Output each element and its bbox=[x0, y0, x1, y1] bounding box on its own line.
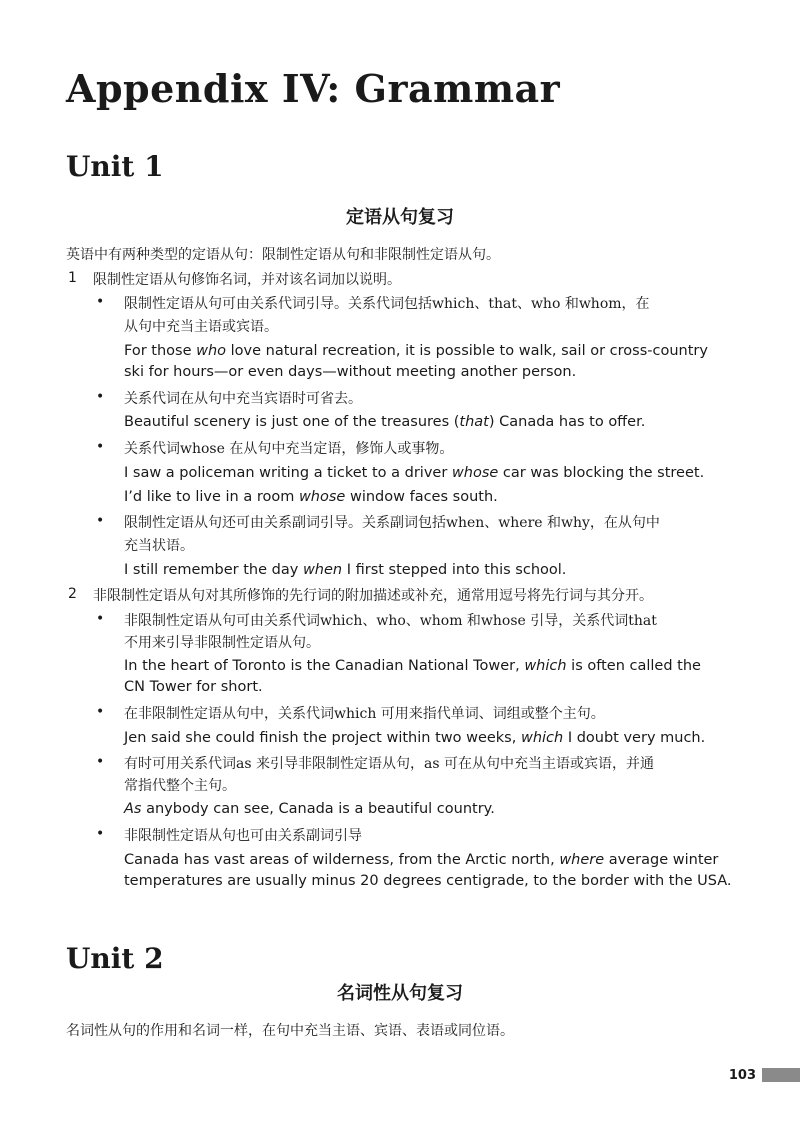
example-sentence-continued: temperatures are usually minus 20 degrees centigrade, to the border with the USA. bbox=[124, 873, 732, 889]
page-number-bar bbox=[762, 1068, 800, 1082]
point-1-text: 限制性定语从句修饰名词，并对该名词加以说明。 bbox=[93, 272, 401, 288]
bullet-2-3-line-1: 有时可用关系代词as 来引导非限制性定语从句，as 可在从句中充当主语或宾语，并通 bbox=[124, 756, 654, 772]
unit-1-section-title: 定语从句复习 bbox=[346, 207, 454, 228]
bullet-2-2-line-1: 在非限制性定语从句中，关系代词which 可用来指代单词、词组或整个主句。 bbox=[124, 706, 605, 722]
example-sentence: As anybody can see, Canada is a beautiful country. bbox=[124, 801, 495, 817]
unit-1-heading: Unit 1 bbox=[66, 150, 164, 183]
unit-2-heading: Unit 2 bbox=[66, 942, 164, 975]
unit-2-section-title: 名词性从句复习 bbox=[337, 983, 463, 1004]
page-footer bbox=[729, 1066, 800, 1084]
bullet-marker: • bbox=[96, 294, 105, 310]
example-sentence: I still remember the day when I first stepped into this school. bbox=[124, 562, 567, 578]
bullet-marker: • bbox=[96, 611, 105, 627]
bullet-marker: • bbox=[96, 513, 105, 529]
bullet-marker: • bbox=[96, 826, 105, 842]
example-sentence: I’d like to live in a room whose window faces south. bbox=[124, 489, 498, 505]
bullet-1-3-line-1: 关系代词whose 在从句中充当定语，修饰人或事物。 bbox=[124, 441, 454, 457]
page-number: 103 bbox=[728, 1067, 756, 1083]
unit-2-intro: 名词性从句的作用和名词一样，在句中充当主语、宾语、表语或同位语。 bbox=[66, 1023, 514, 1039]
example-sentence: Beautiful scenery is just one of the treasures (that) Canada has to offer. bbox=[124, 414, 646, 430]
point-2-text: 非限制性定语从句对其所修饰的先行词的附加描述或补充，通常用逗号将先行词与其分开。 bbox=[93, 588, 653, 604]
bullet-marker: • bbox=[96, 754, 105, 770]
example-sentence: In the heart of Toronto is the Canadian National Tower, which is often called the bbox=[124, 658, 701, 674]
bullet-1-4-line-2: 充当状语。 bbox=[124, 538, 194, 554]
point-2-number: 2 bbox=[68, 586, 77, 602]
example-sentence-continued: CN Tower for short. bbox=[124, 679, 263, 695]
bullet-2-3-line-2: 常指代整个主句。 bbox=[124, 778, 236, 794]
bullet-2-1-line-2: 不用来引导非限制性定语从句。 bbox=[124, 635, 320, 651]
example-sentence: I saw a policeman writing a ticket to a driver whose car was blocking the street. bbox=[124, 465, 705, 481]
bullet-2-1-line-1: 非限制性定语从句可由关系代词which、who、whom 和whose 引导，关系代词that bbox=[124, 613, 657, 629]
bullet-1-1-line-2: 从句中充当主语或宾语。 bbox=[124, 319, 278, 335]
bullet-1-2-line-1: 关系代词在从句中充当宾语时可省去。 bbox=[124, 391, 362, 407]
bullet-marker: • bbox=[96, 439, 105, 455]
bullet-1-4-line-1: 限制性定语从句还可由关系副词引导。关系副词包括when、where 和why，在从句中 bbox=[124, 515, 660, 531]
bullet-marker: • bbox=[96, 704, 105, 720]
example-sentence: Canada has vast areas of wilderness, from the Arctic north, where average winter bbox=[124, 852, 719, 868]
unit-1-intro: 英语中有两种类型的定语从句：限制性定语从句和非限制性定语从句。 bbox=[66, 247, 500, 263]
bullet-2-4-line-1: 非限制性定语从句也可由关系副词引导 bbox=[124, 828, 362, 844]
example-sentence: For those who love natural recreation, it is possible to walk, sail or cross-country bbox=[124, 343, 708, 359]
page-title: Appendix IV: Grammar bbox=[66, 66, 561, 111]
point-1-number: 1 bbox=[68, 270, 77, 286]
bullet-marker: • bbox=[96, 389, 105, 405]
bullet-1-1-line-1: 限制性定语从句可由关系代词引导。关系代词包括which、that、who 和whom，在 bbox=[124, 296, 650, 312]
example-sentence: Jen said she could finish the project within two weeks, which I doubt very much. bbox=[124, 730, 706, 746]
example-sentence-continued: ski for hours—or even days—without meeting another person. bbox=[124, 364, 577, 380]
